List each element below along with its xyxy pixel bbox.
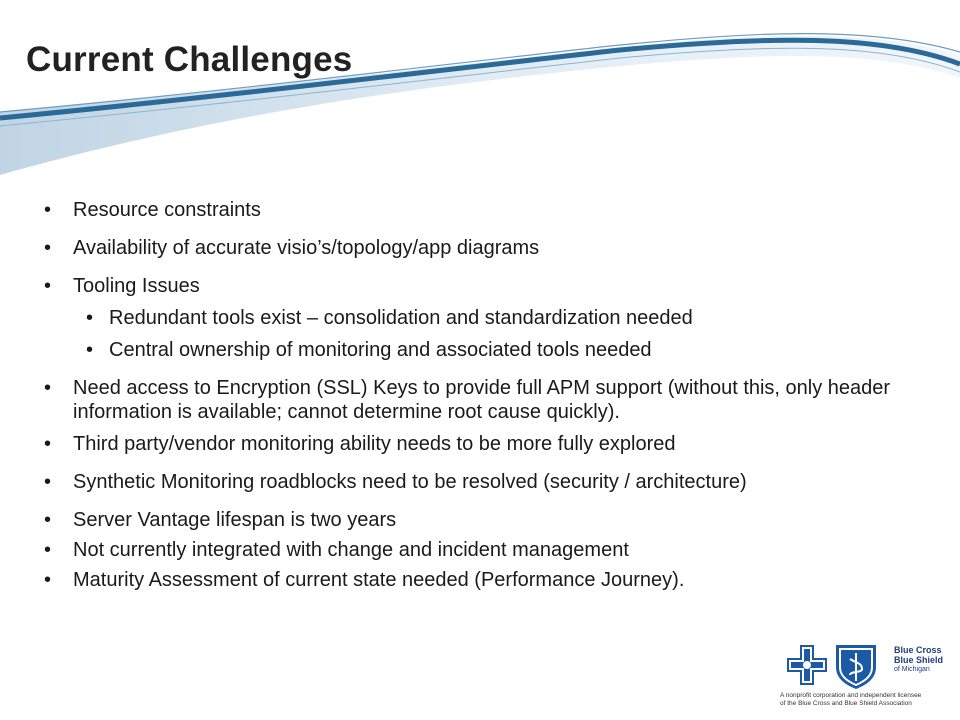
licensee-note <box>780 692 955 708</box>
cross-icon <box>787 645 827 685</box>
list-item: • Availability of accurate visio’s/topology/app diagrams <box>44 236 924 260</box>
list-item: • Server Vantage lifespan is two years <box>44 508 924 532</box>
sub-list-item: • Central ownership of monitoring and associated tools needed <box>86 338 924 362</box>
logo-line-3: of Michigan <box>894 666 930 673</box>
shield-icon <box>836 645 876 689</box>
licensee-note-line-2: of the Blue Cross and Blue Shield Association <box>780 700 912 707</box>
bcbs-wordmark <box>894 645 943 675</box>
list-item: • Tooling Issues <box>44 274 924 298</box>
logo-line-1: Blue Cross <box>894 645 942 655</box>
header-swoosh-decoration <box>0 0 960 200</box>
slide-title: Current Challenges <box>26 40 353 79</box>
list-item: • Synthetic Monitoring roadblocks need to be resolved (security / architecture) <box>44 470 924 494</box>
sub-list-item: • Redundant tools exist – consolidation and standardization needed <box>86 306 924 330</box>
licensee-note-line-1: A nonprofit corporation and independent licensee <box>780 692 922 699</box>
list-item: • Maturity Assessment of current state needed (Performance Journey). <box>44 568 924 592</box>
challenges-list <box>44 198 924 592</box>
list-item: • Need access to Encryption (SSL) Keys to provide full APM support (without this, only header information is available; cannot determine root cause quickly). <box>44 376 924 424</box>
list-item: • Third party/vendor monitoring ability needs to be more fully explored <box>44 432 924 456</box>
list-item: • Resource constraints <box>44 198 924 222</box>
list-item: • Not currently integrated with change and incident management <box>44 538 924 562</box>
logo-line-2: Blue Shield <box>894 655 944 665</box>
